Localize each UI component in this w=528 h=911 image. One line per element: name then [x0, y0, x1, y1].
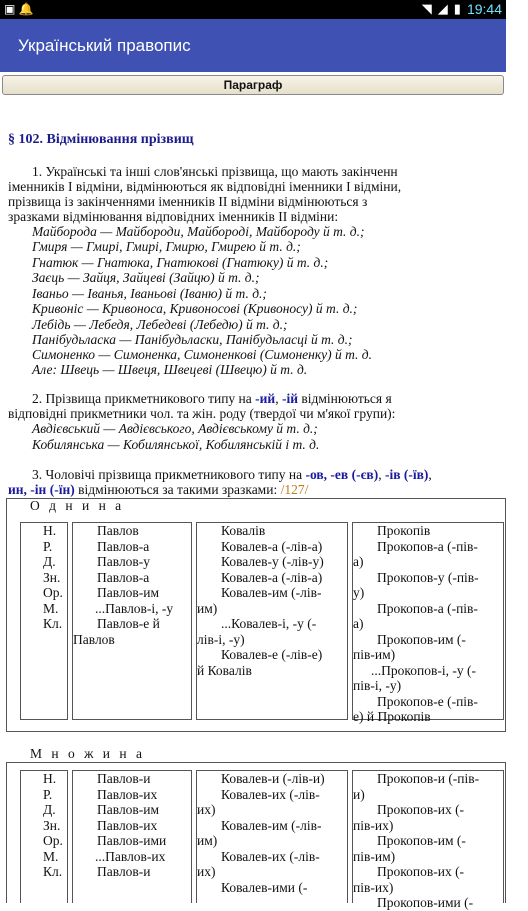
bell-notification-icon: 🔔 [18, 2, 34, 16]
app-bar [0, 19, 506, 72]
example-line: Гнатюк — Гнатюка, Гнатюкові (Гнатюку) й т. д.; [32, 255, 329, 270]
pavlov-column: Павлов-и Павлов-их Павлов-им Павлов-их Павлов-ими ...Павлов-их Павлов-и [72, 770, 192, 903]
notification-icons [4, 2, 34, 16]
example-line: Але: Швець — Швеця, Швецеві (Швецю) й т. д. [32, 362, 308, 377]
clock: 19:44 [466, 1, 502, 17]
prokopiv-column: Прокопов-и (-пів- и) Прокопов-их (- пів-их) Прокопов-им (- пів-им) Прокопов-их (- пів-их) Прокопов-ими (- [352, 770, 504, 903]
case-column: Н. Р. Д. Зн. Ор. М. Кл. [20, 522, 68, 720]
p1-line: зразками відмінювання відповідних іменників II відміни: [8, 209, 339, 224]
reference-link[interactable]: /127/ [280, 482, 309, 497]
article-content [0, 98, 506, 910]
case-column: Н. Р. Д. Зн. Ор. М. Кл. [20, 770, 68, 903]
table-caption: М н о ж и н а [30, 746, 145, 761]
section-heading: § 102. Відмінювання прізвищ [8, 132, 194, 147]
example-line: Кривоніс — Кривоноса, Кривоносові (Кривоносу) й т. д.; [32, 301, 358, 316]
example-line: Авдієвський — Авдієвського, Авдієвському й т. д.; [32, 421, 318, 436]
p1-line: 1. Українські та інші слов'янські прізвища, що мають закінченн [32, 164, 398, 179]
table-caption: О д н и н а [30, 498, 125, 513]
tab-bar [0, 72, 506, 98]
signal-icon: ◢ [437, 1, 448, 16]
example-line: Панібудьласка — Панібудьласки, Панібудьласці й т. д.; [32, 332, 353, 347]
p3-line: ин, -ін (-їн) відмінюються за такими зразками: /127/ [8, 482, 309, 497]
kovaliv-column: Ковалев-и (-лів-и) Ковалев-их (-лів- их) Ковалев-им (-лів- им) Ковалев-их (-лів- их) Ковалев-ими (- [196, 770, 348, 903]
wifi-icon: ◥ [421, 1, 432, 16]
prokopiv-column: Прокопів Прокопов-а (-пів- а) Прокопов-у (-пів- у) Прокопов-а (-пів- а) Прокопов-им (- пів-им) ...Прокопов-і, -у (- пів-і, -у) Прокопов-е (-пів- е) й Прокопів [352, 522, 504, 720]
paragraph-tab-button[interactable]: Параграф [2, 75, 504, 95]
p1-line: іменників І відміни, відмінюються як відповідні іменники І відміни, [8, 179, 402, 194]
kovaliv-column: Ковалів Ковалев-а (-лів-а) Ковалев-у (-лів-у) Ковалев-а (-лів-а) Ковалев-им (-лів- им) ...Ковалев-і, -у (- лів-і, -у) Ковалев-е (-лів-е) й Ковалів [196, 522, 348, 720]
pavlov-column: Павлов Павлов-а Павлов-у Павлов-а Павлов-им ...Павлов-і, -у Павлов-е й Павлов [72, 522, 192, 720]
example-line: Лебідь — Лебедя, Лебедеві (Лебедю) й т. д.; [32, 317, 288, 332]
example-line: Гмиря — Гмирі, Гмирі, Гмирю, Гмирею й т. д.; [32, 239, 301, 254]
image-notification-icon: ▣ [4, 2, 16, 16]
p1-line: прізвища із закінченнями іменників II відміни відмінюються з [8, 194, 368, 209]
p3-line: 3. Чоловічі прізвища прикметникового типу на -ов, -ев (-єв), -ів (-їв), [32, 467, 432, 482]
battery-icon: ▮ [453, 1, 461, 16]
p2-line: відповідні прикметники чол. та жін. роду (твердої чи м'якої групи): [8, 406, 396, 421]
example-line: Кобилянська — Кобилянської, Кобилянській і т. д. [32, 437, 320, 452]
example-line: Симоненко — Симоненка, Симоненкові (Симоненку) й т. д. [32, 347, 373, 362]
example-line: Майборода — Майбороди, Майбороді, Майбороду й т. д.; [32, 224, 365, 239]
example-line: Заєць — Зайця, Зайцеві (Зайцю) й т. д.; [32, 270, 260, 285]
p2-line: 2. Прізвища прикметникового типу на -ий, -ій відмінюються я [32, 391, 392, 406]
app-title: Український правопис [18, 36, 191, 55]
status-bar [0, 0, 506, 19]
example-line: Іваньо — Іванья, Іваньові (Іваню) й т. д.; [32, 286, 267, 301]
status-icons [422, 1, 502, 17]
